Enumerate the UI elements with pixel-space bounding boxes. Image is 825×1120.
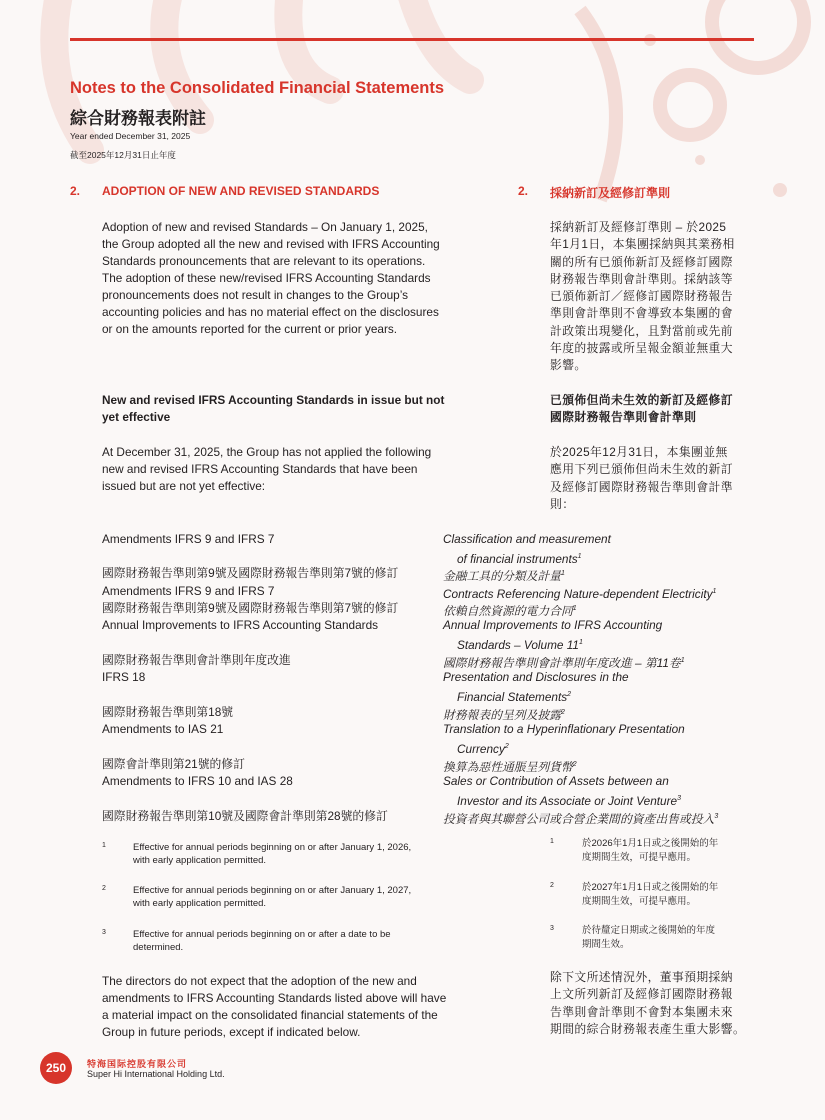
footnote-mark-en: 3 — [102, 929, 106, 936]
standard-name-zh: 國際財務報告準則第10號及國際會計準則第28號的修訂 — [102, 809, 388, 823]
footnote-zh: 於2027年1月1日或之後開始的年 度期間生效，可提早應用。 — [582, 882, 719, 907]
footnote-en: Effective for annual periods beginning on or after a date to be determined. — [133, 929, 391, 953]
intro-paragraph-en: Adoption of new and revised Standards – On January 1, 2025, the Group adopted all the new and revised with IFRS Accounting Standards pronouncements that are relevant to its operations. The adoption of these new/revised IFRS Accounting Standards pronouncements does not result in changes to the Group’s accounting policies and has no material effect on the disclosures or on the amounts reported for the current or prior years. — [102, 220, 440, 336]
standard-name-en: Amendments to IAS 21 — [102, 722, 224, 736]
standard-title-en: Translation to a Hyperinflationary Presentation Currency$^2$ — [443, 722, 685, 756]
standard-title-en: Classification and measurement of financial instruments$^1$ — [443, 532, 611, 566]
footnote-zh: 於待釐定日期或之後開始的年度 期間生效。 — [582, 925, 716, 950]
standard-name-zh: 國際財務報告準則第9號及國際財務報告準則第7號的修訂 — [102, 601, 399, 615]
standard-title-en: Sales or Contribution of Assets between an Investor and its Associate or Joint Venture$^3$ — [443, 774, 682, 808]
section-number-en: 2. — [70, 184, 81, 198]
standard-name-en: Annual Improvements to IFRS Accounting Standards — [102, 618, 379, 632]
page-title-en: Notes to the Consolidated Financial Statements — [70, 79, 445, 97]
footnote-en: Effective for annual periods beginning on or after January 1, 2027, with early application permitted. — [133, 885, 412, 909]
standard-title-zh: 投資者與其聯營公司或合營企業間的資產出售或投入$^3$ — [443, 811, 719, 826]
subheading-en: New and revised IFRS Accounting Standards in issue but not yet effective — [102, 393, 445, 424]
section-number-zh: 2. — [518, 184, 529, 198]
standard-name-en: Amendments IFRS 9 and IFRS 7 — [102, 532, 275, 546]
standard-name-en: Amendments IFRS 9 and IFRS 7 — [102, 584, 275, 598]
standard-title-zh: 金融工具的分類及計量$^1$ — [443, 568, 565, 583]
conclusion-paragraph-en: The directors do not expect that the adoption of the new and amendments to IFRS Accounting Standards listed above will have a material impact on the consolidated financial statements of the Group in future periods, except if indicated below. — [102, 974, 447, 1039]
footnote-mark-zh: 1 — [550, 838, 554, 845]
standard-title-en: Annual Improvements to IFRS Accounting Standards – Volume $11^1$ — [443, 618, 663, 652]
standard-name-zh: 國際財務報告準則第18號 — [102, 705, 234, 719]
period-en: Year ended December 31, 2025 — [70, 131, 191, 141]
standard-title-zh: 依賴自然資源的電力合同$^1$ — [443, 603, 577, 618]
standard-title-en: Presentation and Disclosures in the Financial Statements$^2$ — [443, 670, 629, 704]
subheading-zh: 已頒佈但尚未生效的新訂及經修訂 國際財務報告準則會計準則 — [550, 393, 733, 425]
standard-title-zh: 國際財務報告準則會計準則年度改進 – 第11卷$^1$ — [443, 655, 685, 670]
footnote-en: Effective for annual periods beginning on or after January 1, 2026, with early application permitted. — [133, 842, 412, 866]
section-title-zh: 採納新訂及經修訂準則 — [550, 186, 671, 200]
footnote-mark-en: 1 — [102, 842, 106, 849]
period-zh: 截至2025年12月31日止年度 — [70, 150, 176, 160]
standard-name-zh: 國際財務報告準則第9號及國際財務報告準則第7號的修訂 — [102, 566, 399, 580]
not-applied-paragraph-en: At December 31, 2025, the Group has not applied the following new and revised IFRS Accounting Standards that have been issued but are not yet effective: — [102, 445, 432, 493]
standard-name-zh: 國際財務報告準則會計準則年度改進 — [102, 653, 291, 667]
page-number-badge: 250 — [40, 1052, 72, 1084]
footnote-mark-zh: 2 — [550, 882, 554, 889]
standard-title-zh: 財務報表的呈列及披露$^2$ — [443, 707, 565, 722]
section-title-en: ADOPTION OF NEW AND REVISED STANDARDS — [102, 184, 380, 198]
footnote-mark-en: 2 — [102, 885, 106, 892]
page-title-zh: 綜合財務報表附註 — [70, 109, 206, 128]
standard-name-zh: 國際會計準則第21號的修訂 — [102, 757, 245, 771]
footnote-zh: 於2026年1月1日或之後開始的年 度期間生效，可提早應用。 — [582, 838, 719, 863]
company-name-zh: 特海国际控股有限公司 — [87, 1059, 188, 1069]
standard-title-en: Contracts Referencing Nature-dependent Electricity$^1$ — [443, 586, 717, 601]
footnote-mark-zh: 3 — [550, 925, 554, 932]
top-rule — [70, 38, 754, 41]
conclusion-paragraph-zh: 除下文所述情況外，董事預期採納 上文所列新訂及經修訂國際財務報 告準則會計準則不會對本集團未來 期間的綜合財務報表產生重大影響。 — [550, 970, 746, 1036]
intro-paragraph-zh: 採納新訂及經修訂準則 – 於2025 年1月1日，本集團採納與其業務相 關的所有已頒佈新訂及經修訂國際 財務報告準則會計準則。採納該等 已頒佈新訂／經修訂國際財務報告 準則會計準則不會導致本集團的會 計政策出現變化，且對當前或先前 年度的披露或所呈報金額並無重大 影響。 — [550, 220, 735, 373]
standard-name-en: Amendments to IFRS 10 and IAS 28 — [102, 774, 293, 788]
not-applied-paragraph-zh: 於2025年12月31日，本集團並無 應用下列已頒佈但尚未生效的新訂 及經修訂國際財務報告準則會計準 則： — [550, 445, 733, 511]
standard-title-zh: 換算為惡性通脹呈列貨幣$^2$ — [443, 759, 577, 774]
company-name-en: Super Hi International Holding Ltd. — [87, 1069, 225, 1079]
standard-name-en: IFRS 18 — [102, 670, 146, 684]
